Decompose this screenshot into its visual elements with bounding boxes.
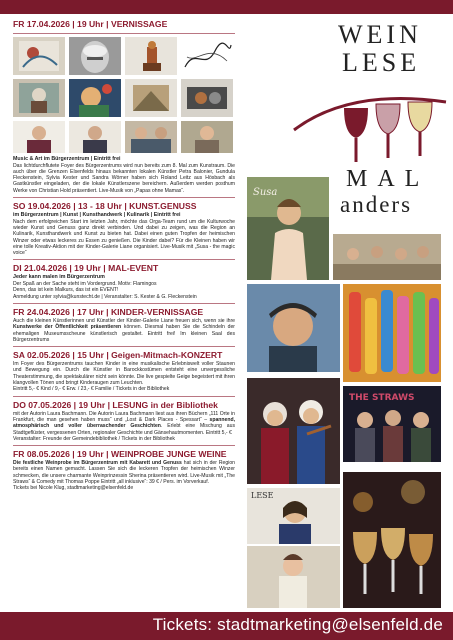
event-heading-vernissage: FR 17.04.2026 | 19 Uhr | VERNISSAGE (13, 19, 168, 29)
artist-photo-2 (69, 121, 121, 153)
event-text: hat sich in der Region bereits einen Namen gemacht. Lassen Sie sich die leckeren Tropfen der heimischen Winzer schmecken, die unsere charmante Weinprinzessin Sherina präsentieren wird. Live-Musik mit „The Straws“ & Comedy mit Thomas Poppe Eintritt „all inklusive“: 39 € / Pers. im Vorverkauf. Tickets bei Nicole Klug, stadtmarketing@elsenfeld.de (13, 460, 236, 492)
photo-man-cap (247, 284, 340, 372)
artwork-image-7 (125, 79, 177, 117)
artwork-image-4 (181, 37, 233, 75)
poster-lese: LESE (251, 491, 274, 500)
event-description (13, 318, 235, 343)
photo-crowd (333, 234, 441, 280)
photo-wine-glasses (343, 472, 441, 608)
logo-word-anders: anders (340, 192, 413, 217)
event-subtitle: im Bürgerzentrum | Kunst | Kunsthandwerk | Kulinarik | Eintritt frei (13, 212, 181, 219)
artwork-shingles (343, 284, 441, 382)
divider (13, 33, 235, 34)
event-text: Auch die kleinen Künstlerinnen und Künstler der Kinder-Galerie Liane freuen sich, wenn sie ihre (13, 317, 235, 324)
divider (13, 396, 235, 397)
footer-tickets-email[interactable]: Tickets: stadtmarketing@elsenfeld.de (152, 615, 443, 634)
event-heading-weinprobe: FR 08.05.2026 | 19 Uhr | WEINPROBE JUNGE WEINE (13, 449, 227, 460)
divider (13, 346, 235, 347)
artwork-image-8 (181, 79, 233, 117)
event-text: mit der Autorin Laura Bachmann. Die Autorin Laura Bachmann liest aus ihren Büchern „111 Orte in Frankfurt, die man gesehen haben muss“ und „Lost & Dark Places - Spessart“ – (13, 410, 235, 423)
event-heading-lesung: DO 07.05.2026 | 19 Uhr | LESUNG in der Bibliothek (13, 399, 218, 410)
event-heading-kunst-genuss: SO 19.04.2026 | 13 - 18 Uhr | KUNST.GENUSS (13, 201, 197, 212)
footer-bar (0, 612, 453, 640)
logo-word-wein: WEIN (338, 20, 422, 49)
event-text-bold: spannend, atmosphärisch und voller überraschender Geschichten (13, 416, 235, 430)
artwork-image-5 (13, 79, 65, 117)
svg-text:Susa: Susa (253, 187, 278, 198)
event-subtitle: Jeder kann malen im Bürgerzentrum (13, 274, 105, 281)
top-bar (0, 0, 453, 14)
artwork-image-1 (13, 37, 65, 75)
artwork-image-2 (69, 37, 121, 75)
event-text: können. Diesmal haben Sie die Schindeln der ehemaligen Museumsscheune künstlerisch gestaltet. Eintritt frei! Im kleinen Saal des Bürgerzentrums (13, 324, 235, 343)
event-text-bold: Die festliche Weinprobe im Bürgerzentrum mit Kabarett und Genuss (13, 460, 182, 467)
event-text-bold: Kunstwerke der Öffentlichkeit präsentieren (13, 324, 122, 331)
artist-photo-3 (125, 121, 177, 153)
band-banner: THE STRAWS (349, 393, 415, 403)
event-text: . Erlebt eine Mischung aus Stadtgeflüster, vergessenen Orten, regionaler Geschichte und Gänsehautmomenten. Eintritt 5,- € Veranstalter: Freunde der Gemeindebibliothek / Tickets in der Bibliothek (13, 423, 235, 442)
event-description (13, 411, 235, 442)
divider (13, 445, 235, 446)
event-heading-geigen-konzert: SA 02.05.2026 | 15 Uhr | Geigen-Mitmach-KONZERT (13, 350, 223, 361)
artist-photo-4 (181, 121, 233, 153)
event-description: Nach dem erfolgreichen Start im letzten Jahr, möchte das Orga-Team rund um die Kulturwoche wieder Kunst und Genuss ganz direkt verbinden. Und dabei zu zeigen, was die Region an Kulinarik, Kunsthandwerk und Kunst zu bieten hat. Dabei einen guten Tropfen der heimischen Winzer oder etwas leckeres zu Essen zu genießen. Die Kinder dabei? Für die Kleinen haben wir eine tolle Kreativ-Aktion mit der Kinder-Galerie Liane organisiert. Live-Musik mit „Susa - the magic voice“ (13, 218, 235, 257)
photo-baroque-violinists (247, 378, 340, 484)
photo-wine-princess (247, 546, 340, 608)
logo-word-lese: LESE (342, 48, 421, 77)
artwork-grid (13, 37, 235, 117)
divider (13, 259, 235, 260)
event-description: Im Foyer des Bürgerzentrums tauchen Kinder in eine musikalische Erlebniswelt voller Staunen und Bewegung ein. Durch die Künstler in Barockkostümen entsteht eine unvergessliche Theaterstimmung, die spektakulärer nicht sein könnte. Die live gespielte Geige begeistert mit ihren klangvollen Tönen und bringt Kinderaugen zum Leuchten. Eintritt 5,- € Kind / 9,- € Erw. / 23,- € Familie / Tickets in der Bibliothek (13, 361, 235, 393)
photo-band (343, 386, 441, 462)
artist-photo-1 (13, 121, 65, 153)
event-description (13, 460, 235, 491)
event-column (13, 16, 235, 492)
event-description: Das lichtdurchflutete Foyer des Bürgerzentrums wird nun bereits zum 8. Mal zum Kunstraum. Die auch über die Grenzen Elsenfelds hinaus bekannten lokalen Künstler Petra Balonier, Gundula Fleckenstein, Sylvia Kester und Sandra Wörner haben sich Roland Leitz aus Hösbach als Gastkünstler eingeladen, der die lokale Künstlerszene bereichern. Außerdem werden posthum Werke von Christian Hold präsentiert. Live-Musik von „Papas ohne Mamas“. (13, 162, 235, 194)
event-heading-mal-event: DI 21.04.2026 | 19 Uhr | MAL-EVENT (13, 263, 159, 274)
artwork-image-3 (125, 37, 177, 75)
logo-word-mal: MAL (346, 166, 430, 192)
divider (13, 197, 235, 198)
artist-photo-row (13, 121, 235, 153)
event-subtitle: Music & Art im Bürgerzentrum | Eintritt frei (13, 156, 121, 162)
artwork-image-6 (69, 79, 121, 117)
event-description: Der Spaß an der Sache steht im Vordergrund. Motiv: Flamingos Denn, das ist kein Malkurs, das ist ein EVENT! Anmeldung unter sylvia@kunstecht.de | Veranstalter: S. Kester & G. Fleckenstein (13, 281, 197, 300)
photo-author (247, 488, 340, 544)
wine-glasses-icon (290, 78, 450, 178)
divider (13, 303, 235, 304)
photo-singer (247, 177, 329, 280)
event-heading-kinder-vernissage: FR 24.04.2026 | 17 Uhr | KINDER-VERNISSAGE (13, 306, 204, 317)
